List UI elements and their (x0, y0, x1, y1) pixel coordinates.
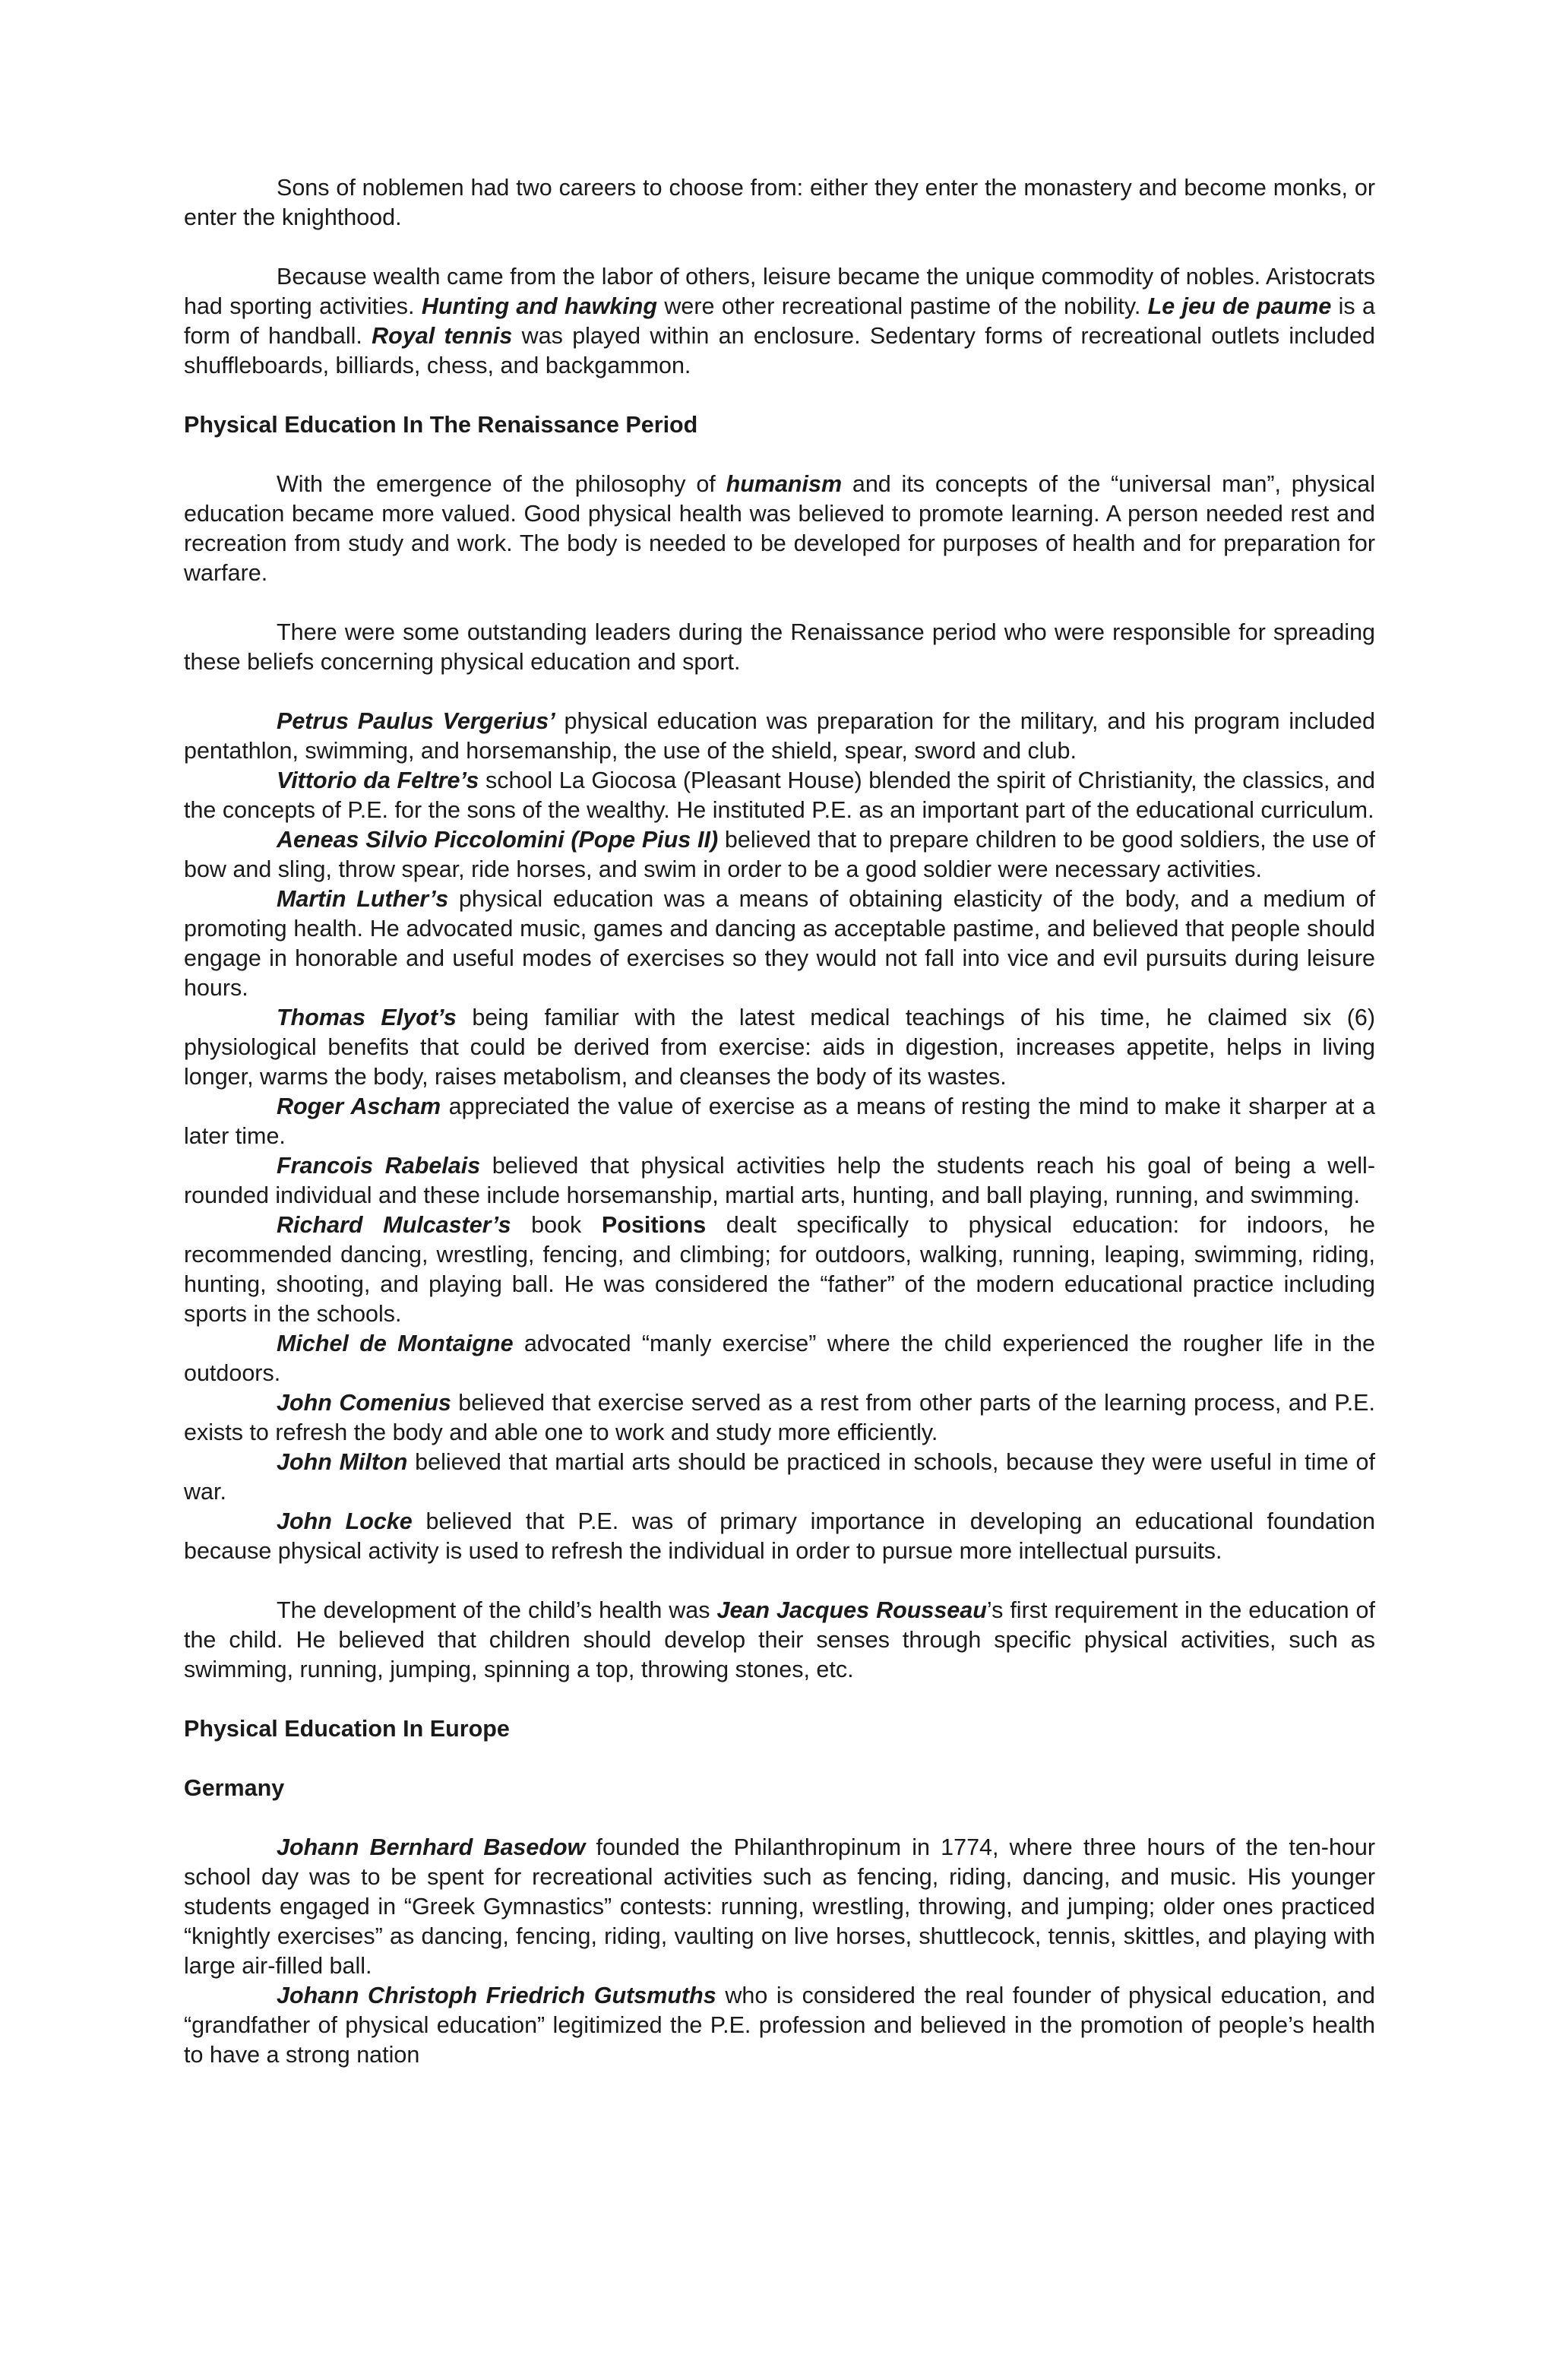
leader-luther: Martin Luther’s physical education was a means of obtaining elasticity of the body, and a medium of promoting health. He advocated music, games and dancing as acceptable pastime, and believed that people should engage in honorable and useful modes of exercises so they would not fall into vice and evil pursuits during leisure hours. (184, 886, 1375, 1001)
emphasized-term: Francois Rabelais (277, 1153, 481, 1179)
leader-mulcaster: Richard Mulcaster’s book Positions dealt specifically to physical education: for indoors, he recommended dancing, wrestling, fencing, and climbing; for outdoors, walking, running, leaping, swimming, riding, hunting, shooting, and playing ball. He was considered the “father” of the modern educational practice including sports in the schools. (184, 1212, 1375, 1327)
emphasized-term: Thomas Elyot’s (277, 1005, 457, 1030)
document-page (184, 173, 1375, 2070)
leader-milton: John Milton believed that martial arts should be practiced in schools, because they were useful in time of war. (184, 1449, 1375, 1505)
emphasized-term: Hunting and hawking (421, 293, 658, 319)
emphasized-term: Michel de Montaigne (277, 1331, 514, 1356)
emphasized-term: John Locke (277, 1508, 413, 1534)
paragraph-humanism: With the emergence of the philosophy of humanism and its concepts of the “universal man”, physical education became more valued. Good physical health was believed to promote learning. A person needed rest and recreation from study and work. The body is needed to be developed for purposes of health and for preparation for warfare. (184, 471, 1376, 586)
emphasized-term: Johann Bernhard Basedow (277, 1834, 586, 1860)
bold-term: Positions (601, 1212, 707, 1238)
emphasized-term: Richard Mulcaster’s (277, 1212, 511, 1238)
emphasized-term: Johann Christoph Friedrich Gutsmuths (277, 1983, 716, 2008)
paragraph-noblemen-careers: Sons of noblemen had two careers to choose from: either they enter the monastery and become monks, or enter the knighthood. (184, 175, 1375, 230)
leader-da-feltre: Vittorio da Feltre’s school La Giocosa (Pleasant House) blended the spirit of Christianity, the classics, and the concepts of P.E. for the sons of the wealthy. He instituted P.E. as an important part of the educational curriculum. (184, 767, 1375, 823)
leader-locke: John Locke believed that P.E. was of primary importance in developing an educational foundation because physical activity is used to refresh the individual in order to pursue more intellectual pursuits. (184, 1508, 1375, 1564)
emphasized-term: Jean Jacques Rousseau (716, 1597, 987, 1623)
leader-piccolomini: Aeneas Silvio Piccolomini (Pope Pius II) believed that to prepare children to be good soldiers, the use of bow and sling, throw spear, ride horses, and swim in order to be a good soldier were necessary activities. (184, 827, 1375, 882)
emphasized-term: humanism (726, 471, 843, 497)
paragraph-basedow: Johann Bernhard Basedow founded the Philanthropinum in 1774, where three hours of the ten-hour school day was to be spent for recreational activities such as fencing, riding, dancing, and music. His younger students engaged in “Greek Gymnastics” contests: running, wrestling, throwing, and jumping; older ones practiced “knightly exercises” as dancing, fencing, riding, vaulting on live horses, shuttlecock, tennis, skittles, and playing with large air-filled ball. (184, 1834, 1375, 1979)
emphasized-term: Vittorio da Feltre’s (277, 767, 479, 793)
leader-comenius: John Comenius believed that exercise served as a rest from other parts of the learning process, and P.E. exists to refresh the body and able one to work and study more efficiently. (184, 1390, 1375, 1445)
emphasized-term: Petrus Paulus Vergerius’ (277, 708, 555, 734)
subheading-germany: Germany (184, 1775, 285, 1801)
emphasized-term: Royal tennis (372, 323, 513, 349)
leader-vergerius: Petrus Paulus Vergerius’ physical education was preparation for the military, and his program included pentathlon, swimming, and horsemanship, the use of the shield, spear, sword and club. (184, 708, 1375, 764)
leader-montaigne: Michel de Montaigne advocated “manly exercise” where the child experienced the rougher life in the outdoors. (184, 1331, 1375, 1386)
emphasized-term: Le jeu de paume (1147, 293, 1332, 319)
heading-europe: Physical Education In Europe (184, 1716, 510, 1742)
paragraph-nobles-leisure: Because wealth came from the labor of others, leisure became the unique commodity of nobles. Aristocrats had sporting activities. Hunting and hawking were other recreational pastime of the nobility. Le jeu de paume is a form of handball. Royal tennis was played within an enclosure. Sedentary forms of recreational outlets included shuffleboards, billiards, chess, and backgammon. (184, 264, 1375, 378)
paragraph-gutsmuths: Johann Christoph Friedrich Gutsmuths who is considered the real founder of physical education, and “grandfather of physical education” legitimized the P.E. profession and believed in the promotion of people’s health to have a strong nation (184, 1983, 1376, 2068)
paragraph-rousseau: The development of the child’s health was Jean Jacques Rousseau’s first requirement in the education of the child. He believed that children should develop their senses through specific physical activities, such as swimming, running, jumping, spinning a top, throwing stones, etc. (184, 1597, 1375, 1682)
emphasized-term: John Milton (277, 1449, 408, 1475)
leader-ascham: Roger Ascham appreciated the value of exercise as a means of resting the mind to make it sharper at a later time. (184, 1093, 1375, 1149)
emphasized-term: Aeneas Silvio Piccolomini (Pope Pius II) (277, 827, 719, 853)
emphasized-term: Martin Luther’s (277, 886, 449, 912)
emphasized-term: John Comenius (277, 1390, 451, 1416)
emphasized-term: Roger Ascham (277, 1093, 441, 1119)
paragraph-renaissance-leaders: There were some outstanding leaders during the Renaissance period who were responsible for spreading these beliefs concerning physical education and sport. (184, 619, 1375, 675)
leader-elyot: Thomas Elyot’s being familiar with the latest medical teachings of his time, he claimed six (6) physiological benefits that could be derived from exercise: aids in digestion, increases appetite, helps in living longer, warms the body, raises metabolism, and cleanses the body of its wastes. (184, 1005, 1375, 1090)
heading-renaissance: Physical Education In The Renaissance Period (184, 412, 698, 438)
leader-rabelais: Francois Rabelais believed that physical activities help the students reach his goal of being a well-rounded individual and these include horsemanship, martial arts, hunting, and ball playing, running, and swimming. (184, 1153, 1375, 1208)
